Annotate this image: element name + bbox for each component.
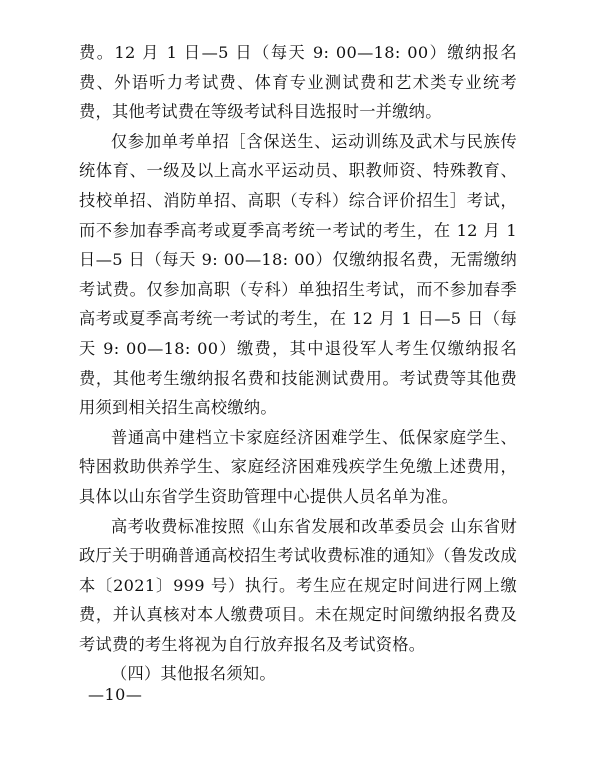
page-number: —10— [88,685,143,704]
section-heading-other-notes: （四）其他报名须知。 [111,664,276,684]
document-body [79,38,517,689]
paragraph-fee-schedule: 费。12 月 1 日—5 日（每天 9: 00—18: 00）缴纳报名费、外语听力考试费、体育专业测试费和艺术类专业统考费，其他考试费在等级考试科目选报时一并缴纳。 [79,43,517,122]
paragraph-single-exam-fees: 仅参加单考单招［含保送生、运动训练及武术与民族传统体育、一级及以上高水平运动员、职教师资、特殊教育、技校单招、消防单招、高职（专科）综合评价招生］考试，而不参加春季高考或夏季高考统一考试的考生，在 12 月 1 日—5 日（每天 9: 00—18: 00）仅缴纳报名费，无需缴纳考试费。仅参加高职（专科）单独招生考试，而不参加春季高考或夏季高考统一考试的考生，在 12 月 1 日—5 日（每天 9: 00—18: 00）缴费，其中退役军人考生仅缴纳报名费，其他考生缴纳报名费和技能测试费用。考试费等其他费用须到相关招生高校缴纳。 [79,131,517,418]
paragraph-fee-exemption: 普通高中建档立卡家庭经济困难学生、低保家庭学生、特困救助供养学生、家庭经济困难残疾学生免缴上述费用，具体以山东省学生资助管理中心提供人员名单为准。 [79,427,517,506]
paragraph-fee-standard: 高考收费标准按照《山东省发展和改革委员会 山东省财政厅关于明确普通高校招生考试收费标准的通知》（鲁发改成本〔2021〕999 号）执行。考生应在规定时间进行网上缴费，并认真核对本人缴费项目。未在规定时间缴纳报名费及考试费的考生将视为自行放弃报名及考试资格。 [79,516,517,654]
